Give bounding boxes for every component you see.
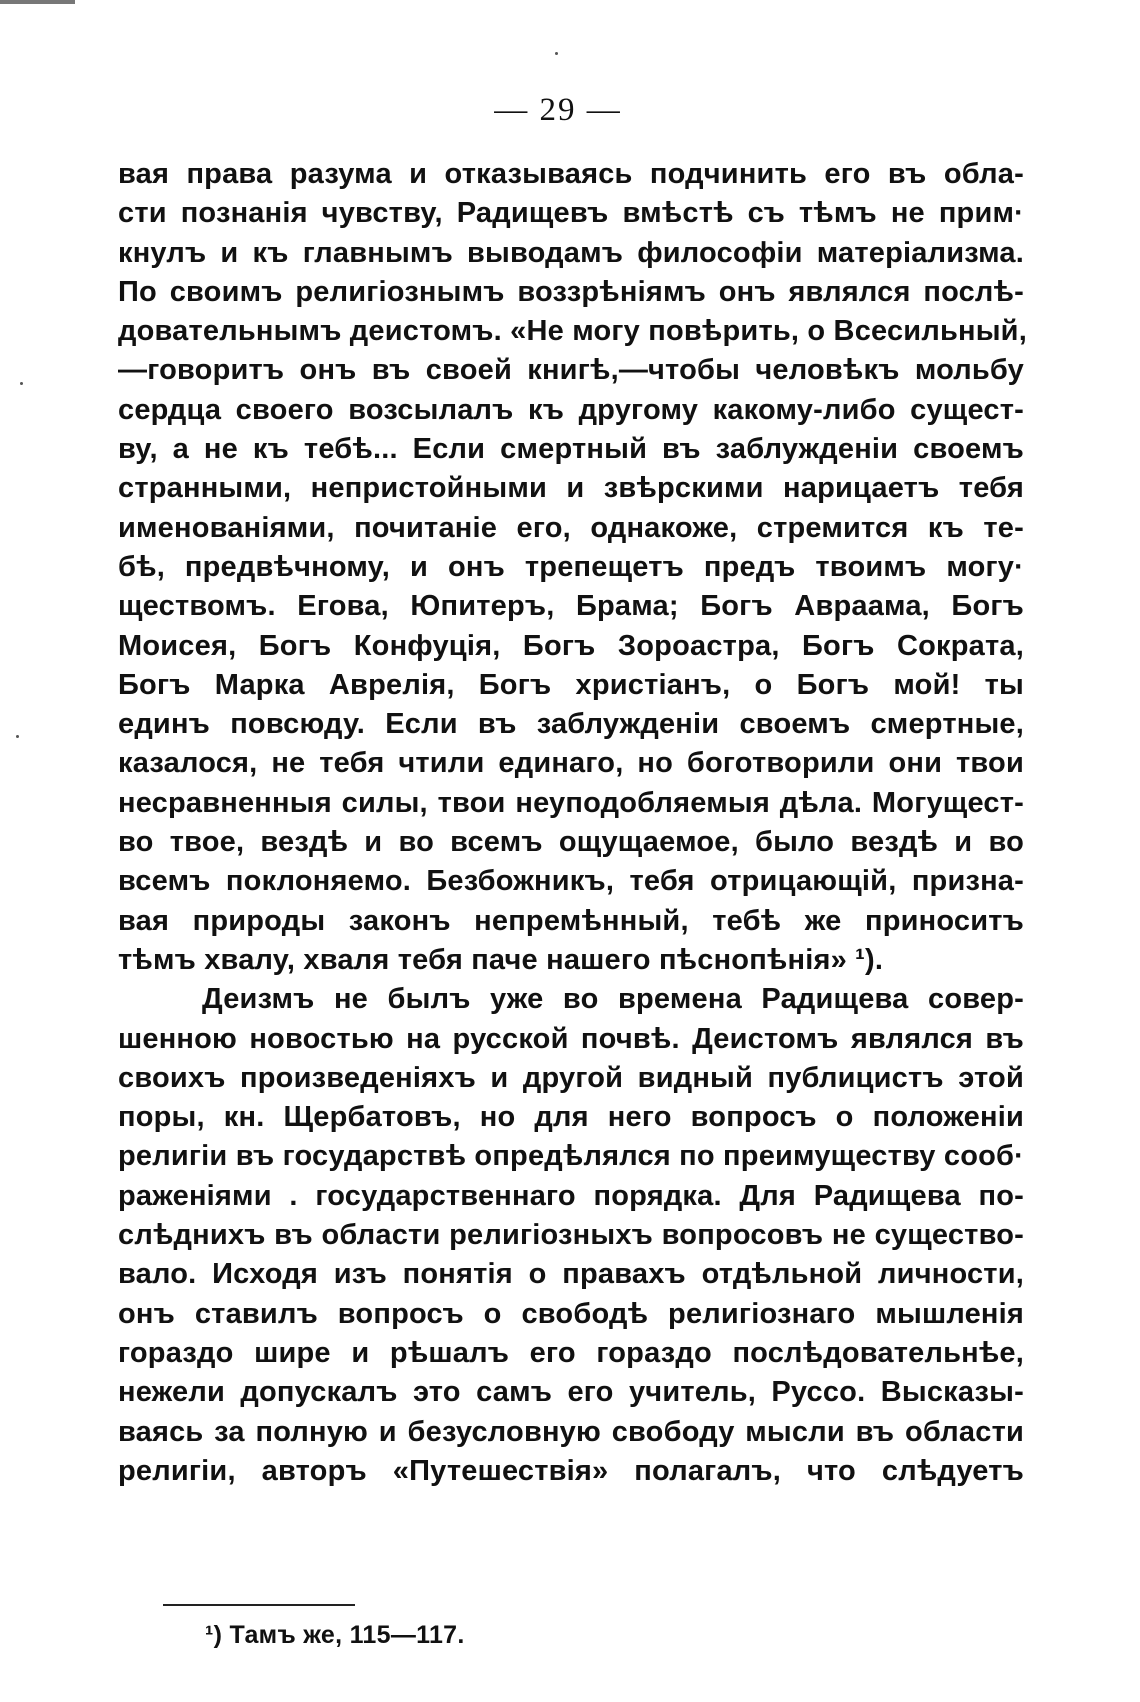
- text-line: —говоритъ онъ въ своей книгѣ,—чтобы человѣкъ мольбу: [118, 354, 1024, 387]
- margin-speck: [16, 735, 19, 738]
- page-number: — 29 —: [494, 92, 622, 128]
- text-line: ваясь за полную и безусловную свободу мысли въ области: [118, 1415, 1024, 1448]
- footnote-divider: [163, 1604, 355, 1606]
- text-line: ву, а не къ тебѣ... Если смертный въ заблужденіи своемъ: [118, 433, 1024, 466]
- text-line: Моисея, Богъ Конфуція, Богъ Зороастра, Богъ Сократа,: [118, 629, 1024, 662]
- margin-speck: [20, 382, 23, 385]
- text-line: нежели допускалъ это самъ его учитель, Руссо. Высказы-: [118, 1376, 1024, 1409]
- text-line: По своимъ религіознымъ воззрѣніямъ онъ являлся послѣ-: [118, 275, 1024, 308]
- text-line: раженіями . государственнаго порядка. Для Радищева по-: [118, 1179, 1024, 1212]
- text-line: казалося, не тебя чтили единаго, но боготворили они твои: [118, 747, 1024, 780]
- text-line: религіи, авторъ «Путешествія» полагалъ, что слѣдуетъ: [118, 1454, 1024, 1487]
- text-line: всемъ поклоняемо. Безбожникъ, тебя отрицающій, призна-: [118, 865, 1024, 898]
- text-line: вая права разума и отказываясь подчинить его въ обла-: [118, 158, 1024, 190]
- text-line: вая природы законъ непремѣнный, тебѣ же приноситъ: [118, 904, 1024, 937]
- text-line: несравненныя силы, твои неуподобляемыя дѣла. Могущест-: [118, 786, 1024, 819]
- footnote: ¹) Тамъ же, 115—117.: [205, 1621, 465, 1649]
- text-line: сердца своего возсылалъ къ другому какому-либо сущест-: [118, 393, 1024, 426]
- text-line: религіи въ государствѣ опредѣлялся по преимуществу сооб·: [118, 1140, 1025, 1173]
- text-line: странными, непристойными и звѣрскими нарицаетъ тебя: [118, 472, 1024, 505]
- text-line: кнулъ и къ главнымъ выводамъ философіи матеріализма.: [118, 236, 1024, 269]
- text-line: единъ повсюду. Если въ заблужденіи своемъ смертные,: [118, 708, 1024, 741]
- paragraph-end-line: тѣмъ хвалу, хваля тебя паче нашего пѣснопѣнія» ¹).: [118, 943, 884, 976]
- margin-speck: [555, 52, 558, 55]
- text-line: слѣднихъ въ области религіозныхъ вопросовъ не существо-: [118, 1219, 1024, 1252]
- text-line: ществомъ. Егова, Юпитеръ, Брама; Богъ Авраама, Богъ: [118, 590, 1024, 623]
- text-line: своихъ произведеніяхъ и другой видный публицистъ этой: [118, 1061, 1024, 1094]
- paragraph-start-line: Деизмъ не былъ уже во времена Радищева совер-: [202, 983, 1024, 1016]
- text-line: онъ ставилъ вопросъ о свободѣ религіознаго мышленія: [118, 1297, 1024, 1330]
- body-text: [118, 155, 1027, 1491]
- text-line: именованіями, почитаніе его, однакоже, стремится къ те-: [118, 511, 1024, 544]
- text-line: шенною новостью на русской почвѣ. Деистомъ являлся въ: [118, 1022, 1024, 1055]
- text-line: довательнымъ деистомъ. «Не могу повѣрить, о Всесильный,: [118, 315, 1027, 348]
- text-line: сти познанія чувству, Радищевъ вмѣстѣ съ тѣмъ не прим·: [118, 197, 1024, 230]
- text-line: поры, кн. Щербатовъ, но для него вопросъ о положеніи: [118, 1101, 1024, 1134]
- text-line: бѣ, предвѣчному, и онъ трепещетъ предъ твоимъ могу·: [118, 550, 1024, 583]
- text-line: Богъ Марка Аврелія, Богъ христіанъ, о Богъ мой! ты: [118, 668, 1024, 701]
- text-line: вало. Исходя изъ понятія о правахъ отдѣльной личности,: [118, 1258, 1024, 1291]
- text-line: во твое, вездѣ и во всемъ ощущаемое, было вездѣ и во: [118, 826, 1024, 859]
- text-line: гораздо шире и рѣшалъ его гораздо послѣдовательнѣе,: [118, 1336, 1024, 1369]
- scan-edge-mark: [0, 0, 75, 4]
